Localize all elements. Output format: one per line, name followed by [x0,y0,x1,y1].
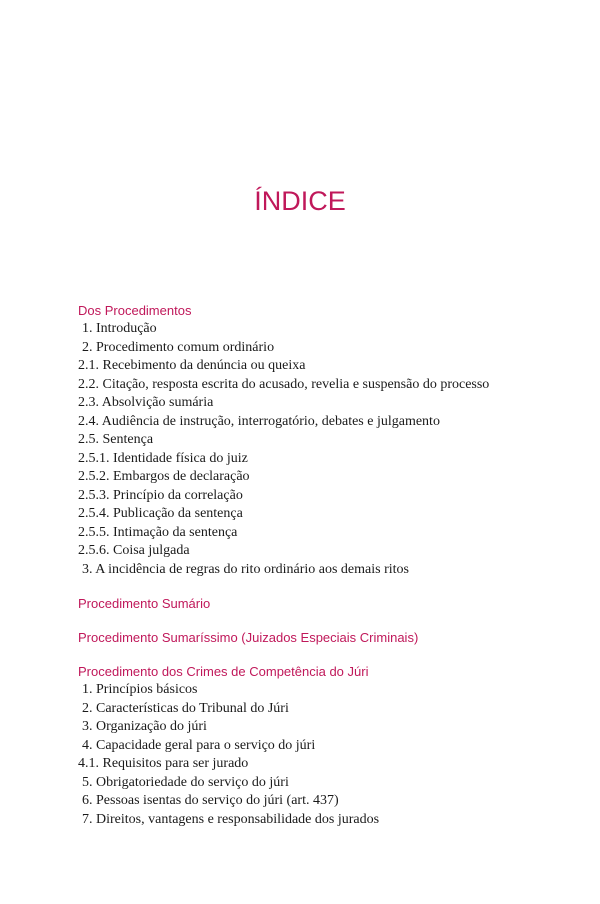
toc-section [78,595,578,613]
toc-entry: 2.5.4. Publicação da sentença [78,506,243,521]
toc-entry: 4. Capacidade geral para o serviço do júri [82,737,316,753]
toc-entry: 4.1. Requisitos para ser jurado [78,756,249,771]
toc-entry: 2.1. Recebimento da denúncia ou queixa [78,358,306,373]
page-title: ÍNDICE [254,186,346,216]
toc-entry: 3. Organização do júri [82,719,207,734]
toc-entry: 2.5.6. Coisa julgada [78,543,190,558]
toc-entry: 2.5.2. Embargos de declaração [78,469,250,484]
toc-entry: 2.5. Sentença [78,432,154,447]
toc-entry: 2. Características do Tribunal do Júri [82,700,289,716]
toc-entry: 2.3. Absolvição sumária [78,395,214,410]
toc-section [78,663,578,829]
toc-entry: 7. Direitos, vantagens e responsabilidade dos jurados [82,811,380,827]
toc-entry: 3. A incidência de regras do rito ordinário aos demais ritos [82,561,409,577]
toc-section [78,629,578,647]
toc-entry: 2.2. Citação, resposta escrita do acusado, revelia e suspensão do processo [78,376,490,392]
section-heading: Procedimento Sumaríssimo (Juizados Especiais Criminais) [78,630,419,645]
toc-entry: 2. Procedimento comum ordinário [82,339,275,355]
section-heading: Procedimento Sumário [78,596,211,611]
toc-section [78,302,578,579]
section-heading: Dos Procedimentos [78,303,192,318]
toc-entry: 2.5.3. Princípio da correlação [78,487,243,503]
section-heading: Procedimento dos Crimes de Competência do Júri [78,664,369,679]
toc-entry: 6. Pessoas isentas do serviço do júri (art. 437) [82,793,339,808]
toc-entry: 2.5.5. Intimação da sentença [78,524,238,540]
toc-entry: 1. Princípios básicos [82,682,198,697]
table-of-contents [78,302,578,845]
toc-entry: 2.5.1. Identidade física do juiz [78,450,248,466]
toc-entry: 2.4. Audiência de instrução, interrogatório, debates e julgamento [78,413,440,429]
toc-entry: 5. Obrigatoriedade do serviço do júri [82,774,289,790]
toc-entry: 1. Introdução [82,321,157,336]
